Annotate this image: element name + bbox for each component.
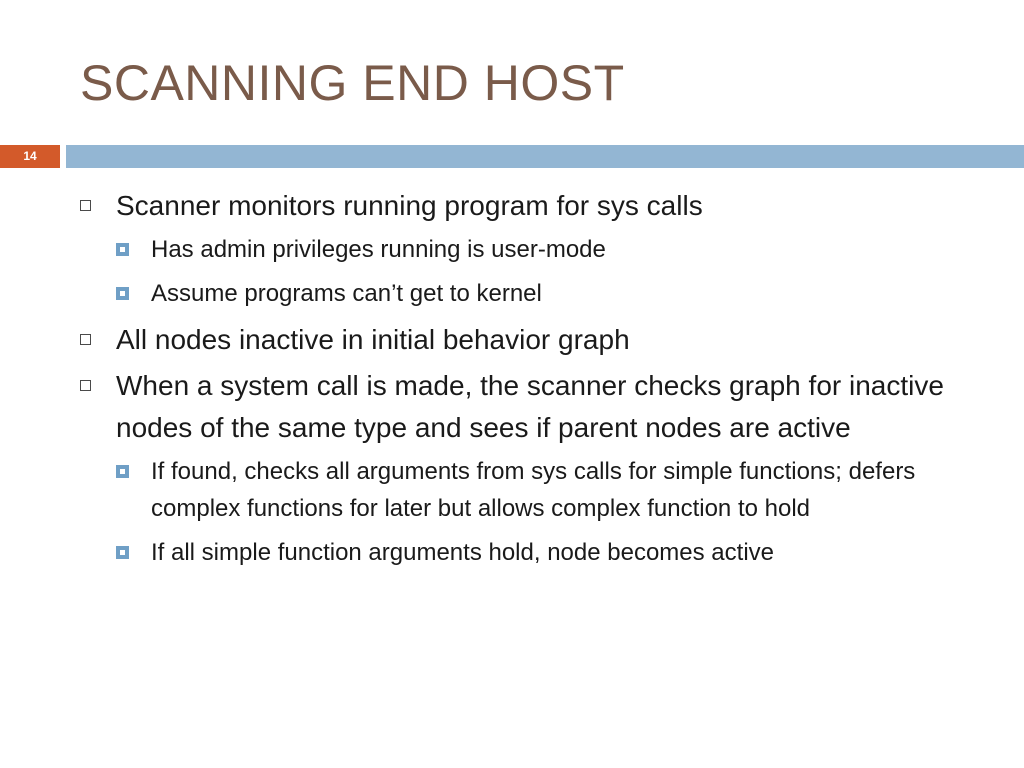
- filled-square-bullet-icon: [116, 465, 129, 478]
- title-divider-bar: [66, 145, 1024, 168]
- slide-title: SCANNING END HOST: [80, 55, 625, 111]
- hollow-square-bullet-icon: [80, 200, 91, 211]
- filled-square-bullet-icon: [116, 546, 129, 559]
- sub-bullet-item: [116, 534, 960, 571]
- filled-square-bullet-icon: [116, 243, 129, 256]
- sub-bullet-text: If found, checks all arguments from sys calls for simple functions; defers complex functions for later but allows complex function to hold: [151, 458, 916, 522]
- slide-number: 14: [0, 145, 60, 168]
- sub-bullet-item: [116, 453, 960, 527]
- sub-bullet-item: [116, 231, 960, 268]
- sub-bullet-text: Assume programs can’t get to kernel: [151, 280, 542, 307]
- slide-content: [80, 185, 960, 578]
- hollow-square-bullet-icon: [80, 380, 91, 391]
- bullet-item: [80, 185, 960, 227]
- bullet-item: [80, 365, 960, 449]
- sub-bullet-text: Has admin privileges running is user-mode: [151, 236, 606, 263]
- sub-bullet-text: If all simple function arguments hold, node becomes active: [151, 539, 775, 566]
- hollow-square-bullet-icon: [80, 334, 91, 345]
- bullet-text: When a system call is made, the scanner checks graph for inactive nodes of the same type and sees if parent nodes are active: [116, 370, 944, 443]
- bullet-text: Scanner monitors running program for sys calls: [116, 190, 703, 221]
- bullet-item: [80, 319, 960, 361]
- bullet-text: All nodes inactive in initial behavior graph: [116, 324, 630, 355]
- sub-bullet-item: [116, 275, 960, 312]
- filled-square-bullet-icon: [116, 287, 129, 300]
